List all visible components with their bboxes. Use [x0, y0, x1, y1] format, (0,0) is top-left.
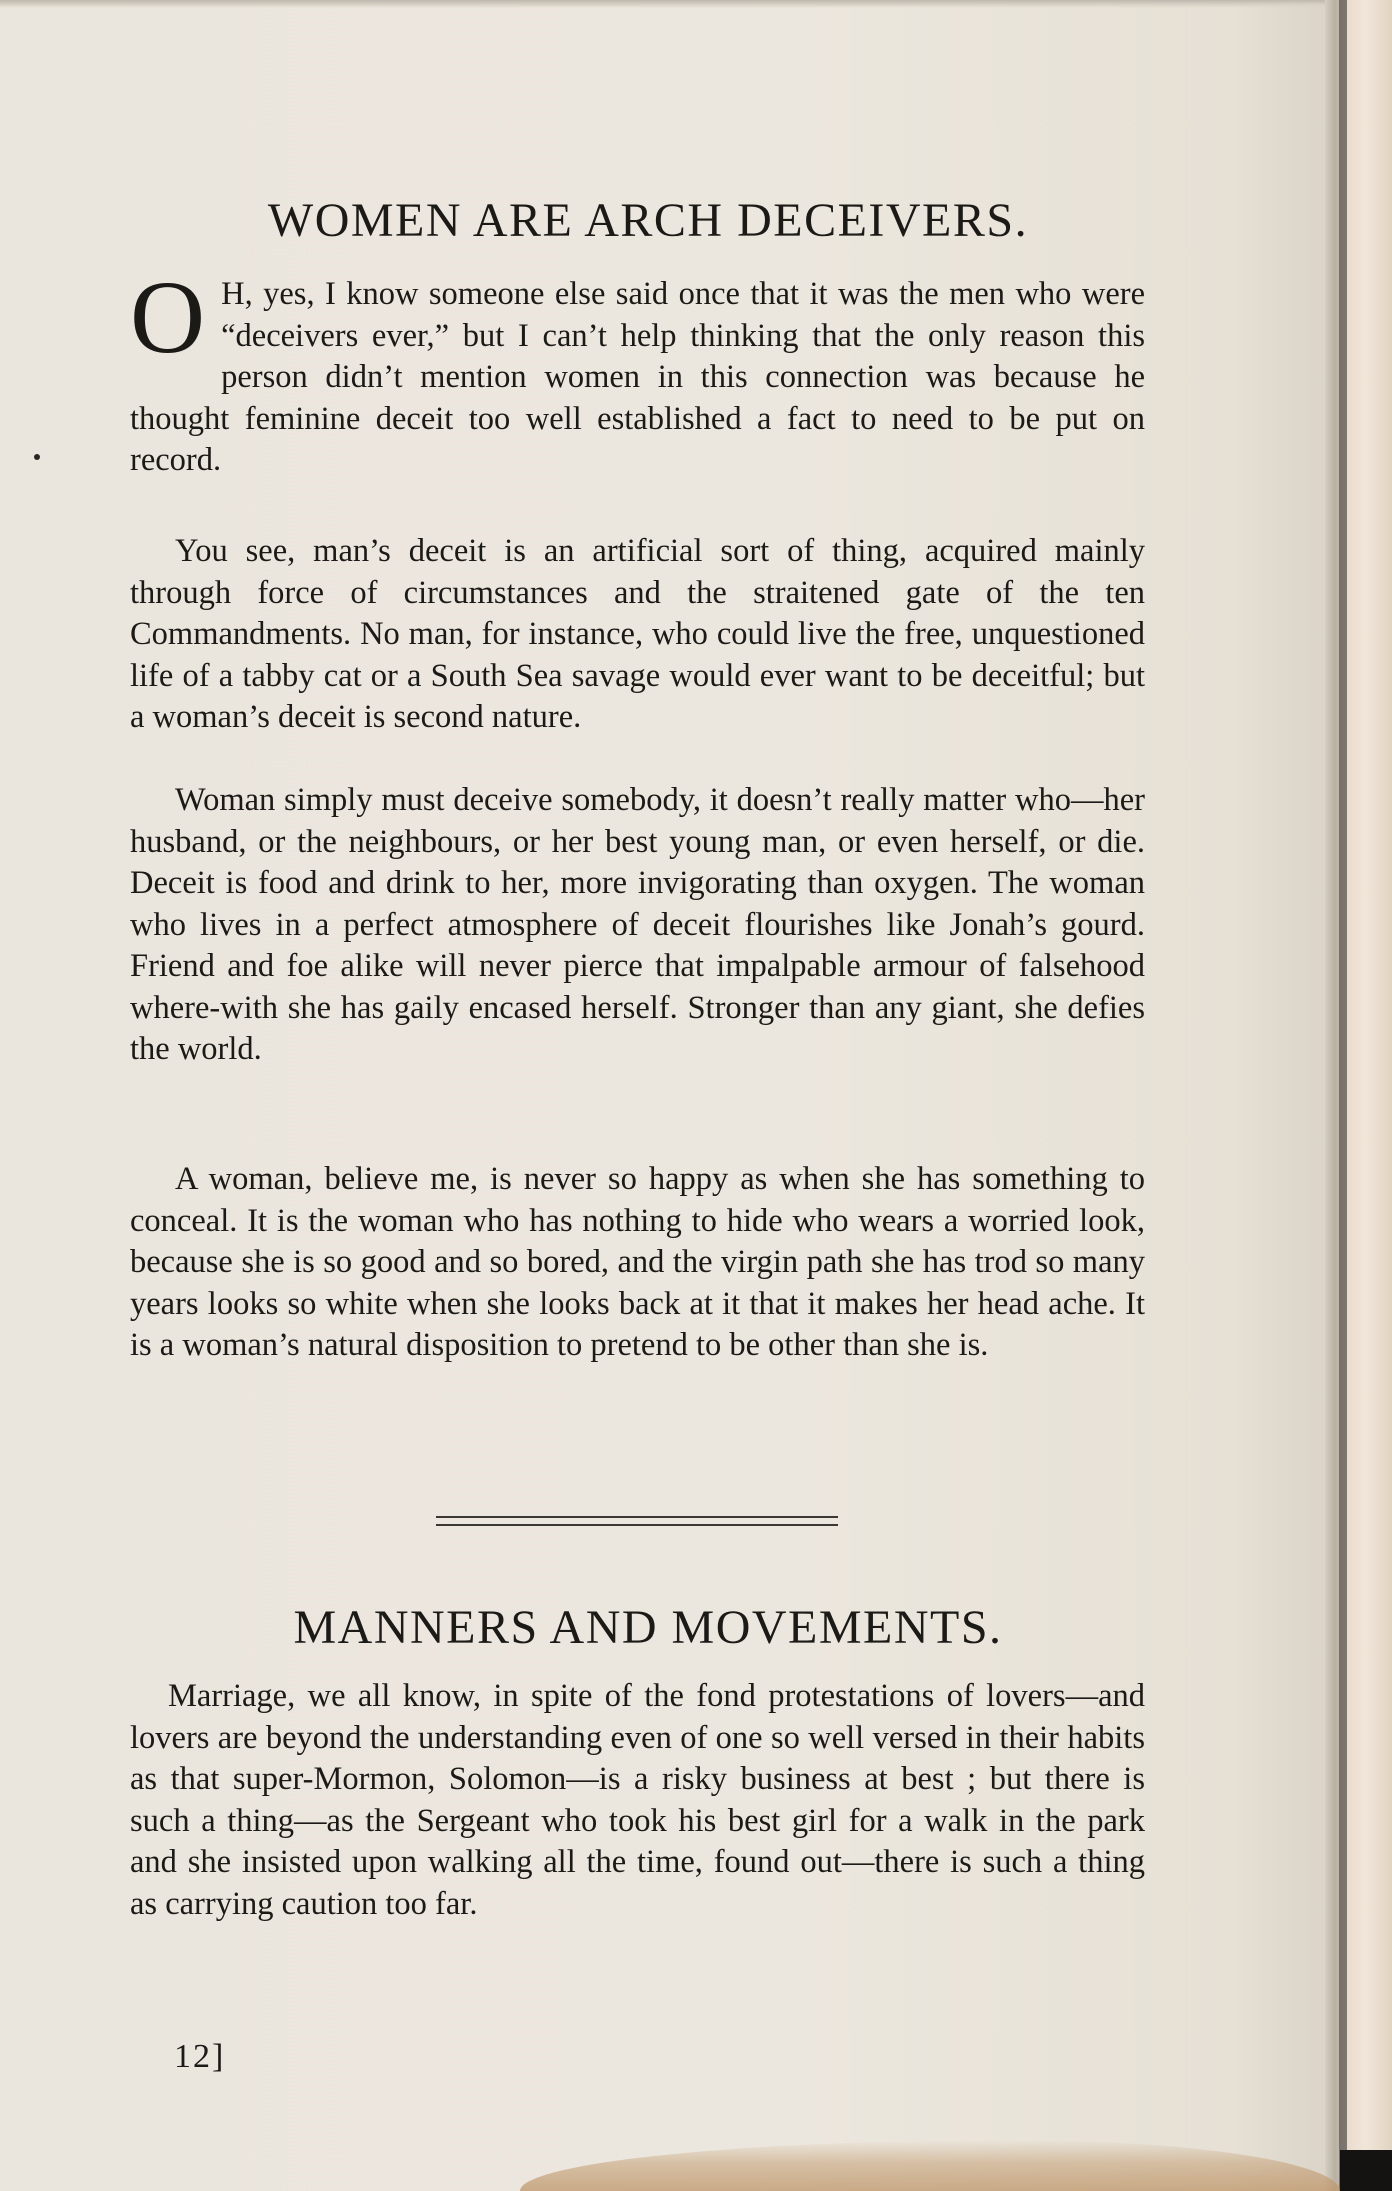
article-heading-women-deceivers: WOMEN ARE ARCH DECEIVERS.	[267, 194, 1029, 247]
binding-corner	[1340, 2150, 1392, 2191]
article-heading-manners-movements: MANNERS AND MOVEMENTS.	[293, 1601, 1003, 1654]
article1-paragraph-1	[130, 260, 1145, 482]
article1-paragraph-2: You see, man’s deceit is an artificial sort of thing, acquired mainly through force of circumstances and the straitened gate of the ten Commandments. No man, for instance, who could live the free, unquestioned life of a tabby cat or a South Sea savage would ever want to be deceitful; but a woman’s deceit is second nature.	[130, 533, 1145, 735]
page-number: 12]	[174, 2038, 226, 2075]
article1-paragraph-4: A woman, believe me, is never so happy as when she has something to conceal. It is the woman who has nothing to hide who wears a worried look, because she is so good and so bored, and the virgin path she has trod so many years looks so white when she looks back at it that it makes her head ache. It is a woman’s natural disposition to pretend to be other than she is.	[130, 1161, 1145, 1363]
ink-speck	[34, 454, 40, 460]
drop-cap: O	[130, 260, 206, 375]
page-top-edge	[0, 0, 1340, 8]
article2-paragraph-1: Marriage, we all know, in spite of the fond protestations of lovers—and lovers are beyond the understanding even of one so well versed in their habits as that super-Mormon, Solomon—is a risky business at best ; but there is such a thing—as the Sergeant who took his best girl for a walk in the park and she insisted upon walking all the time, found out—there is such a thing as carrying caution too far.	[130, 1678, 1145, 1922]
binding-shadow	[1339, 0, 1347, 2191]
section-divider-bottom	[436, 1524, 838, 1526]
section-divider-top	[436, 1516, 838, 1518]
book-binding	[1347, 0, 1392, 2191]
article1-paragraph-1-text: H, yes, I know someone else said once that it was the men who were “deceivers ever,” but I can’t help thinking that the only reason this person didn’t mention women in this connection was because he thought feminine deceit too well established a fact to need to be put on record.	[130, 276, 1145, 478]
article1-paragraph-3: Woman simply must deceive somebody, it doesn’t really matter who—her husband, or the neighbours, or her best young man, or even herself, or die. Deceit is food and drink to her, more invigorating than oxygen. The woman who lives in a perfect atmosphere of deceit flourishes like Jonah’s gourd. Friend and foe alike will never pierce that impalpable armour of falsehood where-with she has gaily encased herself. Stronger than any giant, she defies the world.	[130, 782, 1145, 1067]
